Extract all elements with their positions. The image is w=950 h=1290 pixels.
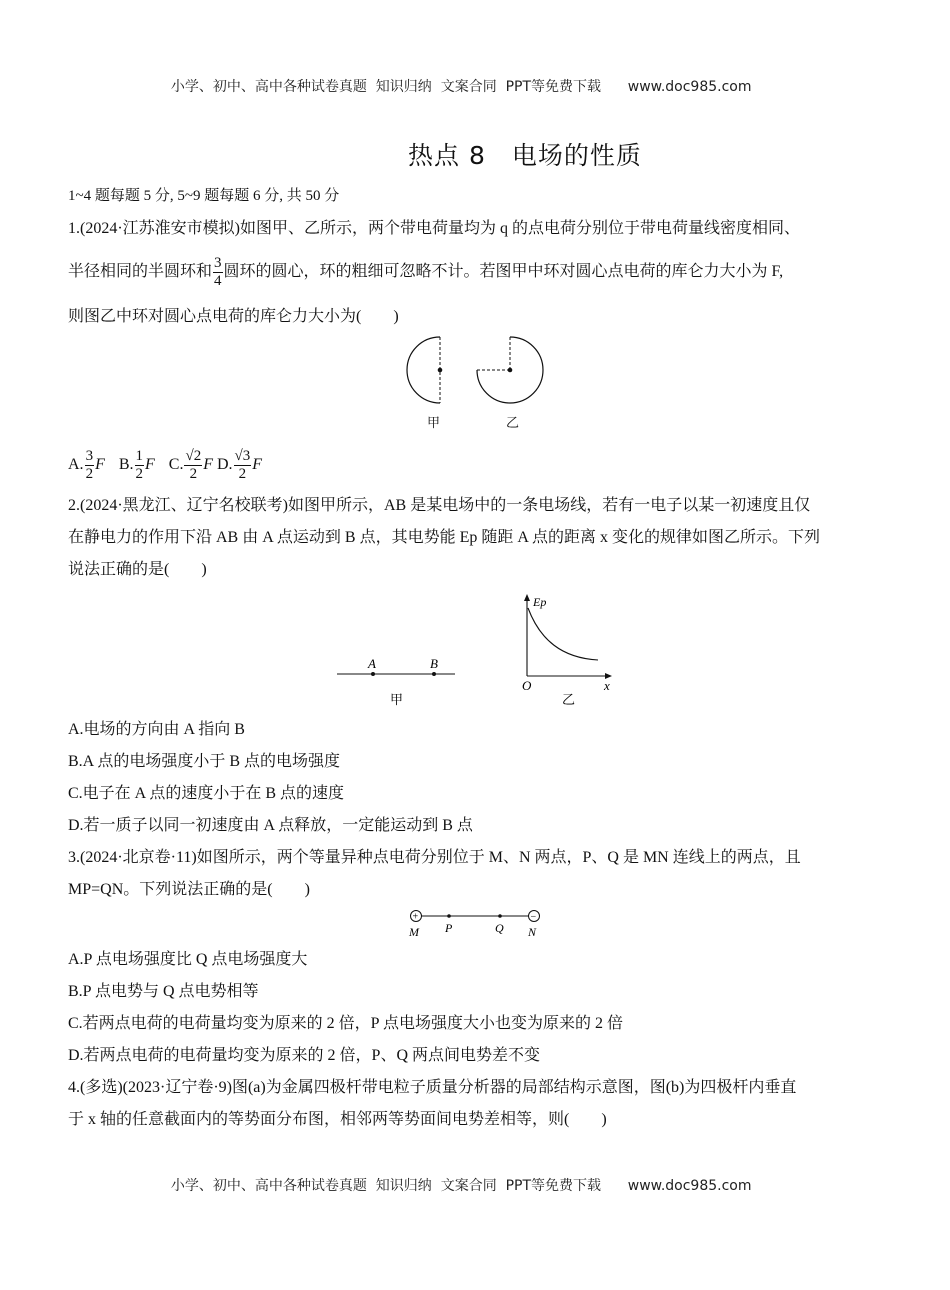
q2-point-a-dot xyxy=(371,672,375,676)
q2-line2: 在静电力的作用下沿 AB 由 A 点运动到 B 点，其电势能 Ep 随距 A 点的距离 x 变化的规律如图乙所示。下列 xyxy=(68,529,821,546)
q1-option-a[interactable]: A. $\frac{3}{2}$ F xyxy=(68,448,105,482)
q2-ep-curve xyxy=(528,608,598,660)
q2-line1: 2.(2024·黑龙江、辽宁名校联考)如图甲所示，AB 是某电场中的一条电场线，若有一电子以某一初速度且仅 xyxy=(68,497,811,514)
q3-label-m: M xyxy=(409,925,419,939)
q2-point-a: A xyxy=(368,656,376,671)
page-footer xyxy=(162,1159,752,1195)
q3-option-c[interactable]: C.若两点电荷的电荷量均变为原来的 2 倍，P 点电场强度大小也变为原来的 2 倍 xyxy=(68,1015,623,1032)
q1-line1: 1.(2024·江苏淮安市模拟)如图甲、乙所示，两个带电荷量均为 q 的点电荷分别位于带电荷量线密度相同、 xyxy=(68,220,800,237)
q2-label-a: 甲 xyxy=(390,692,404,707)
q2-option-c[interactable]: C.电子在 A 点的速度小于在 B 点的速度 xyxy=(68,785,345,802)
q3-point-q-dot xyxy=(498,914,502,918)
q4-line2: 于 x 轴的任意截面内的等势面分布图，相邻两等势面间电势差相等，则( ) xyxy=(68,1111,607,1128)
q2-y-arrow xyxy=(524,594,530,601)
q2-y-label: Ep xyxy=(533,595,547,609)
q2-origin: O xyxy=(522,678,532,693)
q3-point-p-dot xyxy=(447,914,451,918)
q2-x-label: x xyxy=(604,678,610,693)
q1-option-b[interactable]: B. $\frac{1}{2}$ F xyxy=(118,448,155,482)
scoring-note: 1~4 题每题 5 分, 5~9 题每题 6 分, 共 50 分 xyxy=(68,188,340,204)
q3-figure xyxy=(404,908,549,940)
q2-figure-b xyxy=(512,592,622,710)
q1-fraction-num: 3 xyxy=(214,255,222,271)
q1-fig-label-b: 乙 xyxy=(506,416,520,431)
page-title: 热点 8 电场的性质 xyxy=(408,141,642,170)
q2-label-b: 乙 xyxy=(562,692,576,707)
footer-text: 小学、初中、高中各种试卷真题 知识归纳 文案合同 PPT等免费下载 xyxy=(170,1178,602,1194)
page-header xyxy=(162,60,752,96)
q3-plus-sign: + xyxy=(412,911,419,923)
q1-fraction xyxy=(213,255,223,290)
q4-line1: 4.(多选)(2023·辽宁卷·9)图(a)为金属四极杆带电粒子质量分析器的局部结构示意图，图(b)为四极杆内垂直 xyxy=(68,1079,797,1096)
q3-label-p: P xyxy=(445,921,453,935)
q2-option-d[interactable]: D.若一质子以同一初速度由 A 点释放，一定能运动到 B 点 xyxy=(68,817,473,834)
q1-fig-label-a: 甲 xyxy=(427,416,441,431)
header-text: 小学、初中、高中各种试卷真题 知识归纳 文案合同 PPT等免费下载 xyxy=(170,79,602,95)
q3-line2: MP=QN。下列说法正确的是( ) xyxy=(68,881,310,898)
q1-line2a: 半径相同的半圆环和 xyxy=(68,263,213,281)
q3-option-a[interactable]: A.P 点电场强度比 Q 点电场强度大 xyxy=(68,951,308,968)
q3-minus-sign: − xyxy=(530,911,537,923)
q3-line1: 3.(2024·北京卷·11)如图所示，两个等量异种点电荷分别位于 M、N 两点，P、Q 是 MN 连线上的两点，且 xyxy=(68,849,801,866)
q2-line3: 说法正确的是( ) xyxy=(68,561,207,578)
q1-charge-a xyxy=(438,368,443,373)
q1-option-c[interactable]: C. $\frac{√2}{2}$ F xyxy=(168,448,213,482)
q3-label-n: N xyxy=(528,925,537,939)
q1-semicircle-ring xyxy=(407,337,440,403)
q1-options xyxy=(68,448,262,483)
q1-line2b: 圆环的圆心，环的粗细可忽略不计。若图甲中环对圆心点电荷的库仑力大小为 F, xyxy=(223,263,784,281)
q3-label-q: Q xyxy=(495,921,504,935)
header-url[interactable]: www.doc985.com xyxy=(627,79,752,95)
q2-option-b[interactable]: B.A 点的电场强度小于 B 点的电场强度 xyxy=(68,753,341,770)
q3-option-b[interactable]: B.P 点电势与 Q 点电势相等 xyxy=(68,983,259,1000)
q2-point-b: B xyxy=(430,656,438,671)
q2-point-b-dot xyxy=(432,672,436,676)
q3-option-d[interactable]: D.若两点电荷的电荷量均变为原来的 2 倍，P、Q 两点间电势差不变 xyxy=(68,1047,541,1064)
q1-fraction-den: 4 xyxy=(214,273,222,289)
q1-figure xyxy=(400,332,560,432)
q2-option-a[interactable]: A.电场的方向由 A 指向 B xyxy=(68,721,245,738)
q1-charge-b xyxy=(508,368,513,373)
q1-line3: 则图乙中环对圆心点电荷的库仑力大小为( ) xyxy=(68,308,399,325)
footer-url[interactable]: www.doc985.com xyxy=(627,1178,752,1194)
q2-figure-a xyxy=(335,650,460,710)
q1-option-d[interactable]: D. $\frac{√3}{2}$ F xyxy=(216,448,263,482)
q1-line2 xyxy=(68,255,783,290)
